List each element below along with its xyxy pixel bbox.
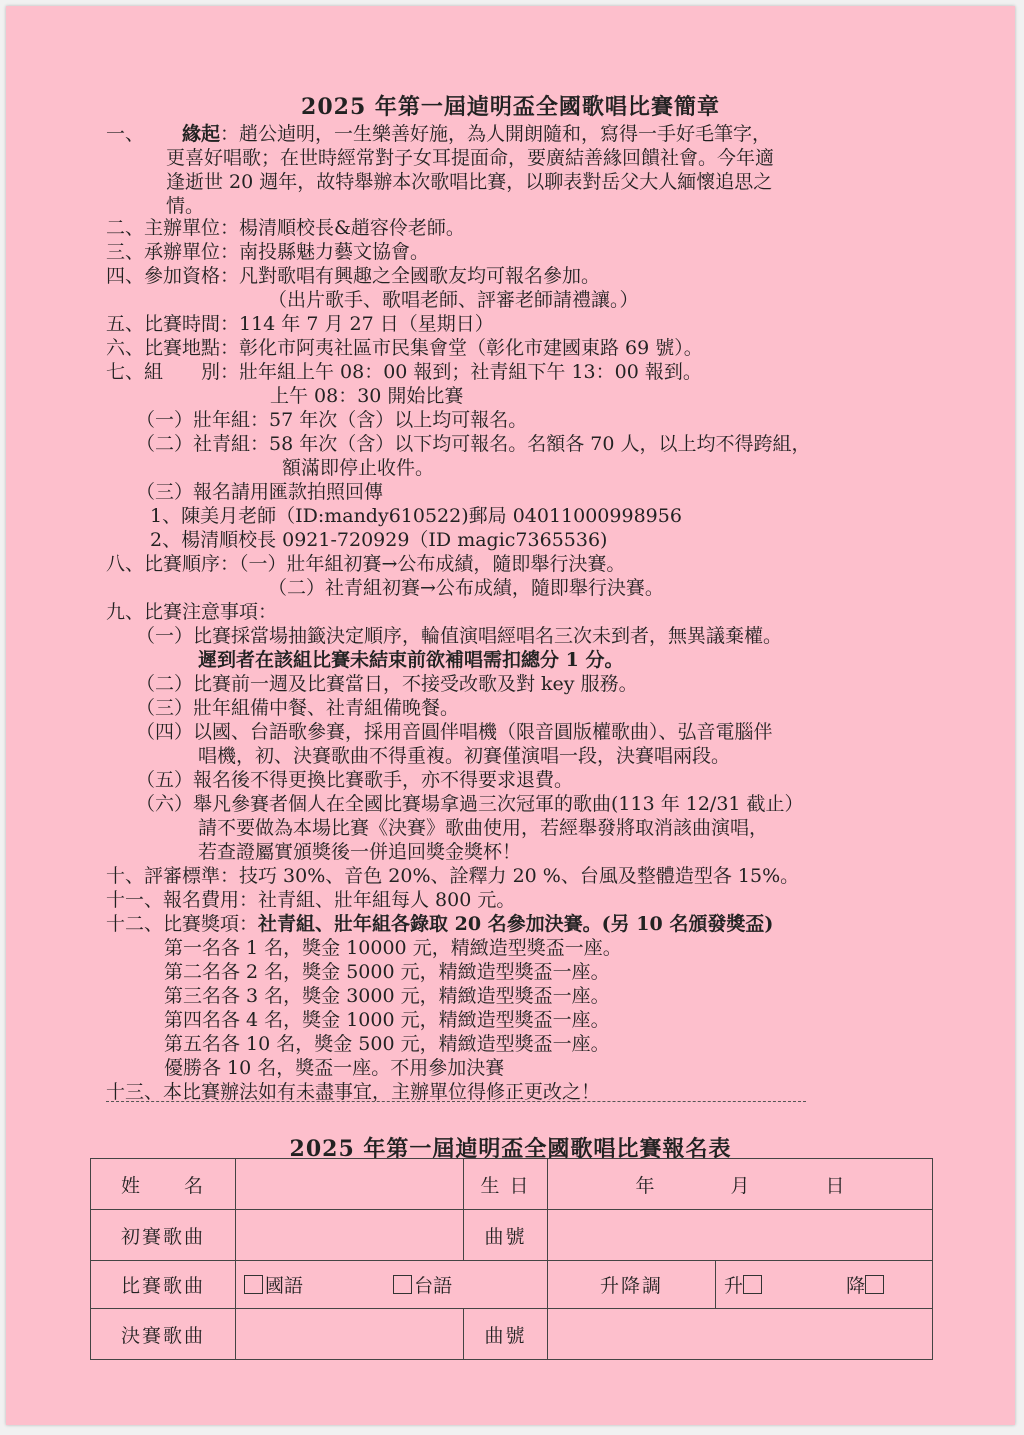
prelim-number-label: 曲號 [464, 1210, 548, 1261]
sharp-label: 升 [724, 1275, 744, 1297]
origin-text-4: 情。 [166, 195, 205, 217]
final-song-field[interactable] [236, 1309, 464, 1360]
origin-text-3: 逢逝世 20 週年，故特舉辦本次歌唱比賽，以聊表對岳父大人緬懷追思之 [166, 171, 773, 193]
section-order: 八、比賽順序：（一）壯年組初賽→公布成績，隨即舉行決賽。 [106, 553, 626, 575]
award-3rd: 第三名各 3 名，獎金 3000 元，精緻造型獎盃一座。 [164, 985, 610, 1007]
note-1-late: 遲到者在該組比賽未結束前欲補唱需扣總分 1 分。 [198, 649, 624, 671]
note-4: （四）以國、台語歌參賽，採用音圓伴唱機（限音圓版權歌曲）、弘音電腦伴 [136, 721, 773, 743]
section-coorganizer: 三、承辦單位：南投縣魅力藝文協會。 [106, 241, 430, 263]
song-language-label: 比賽歌曲 [91, 1261, 236, 1309]
key-change-label: 升降調 [548, 1261, 716, 1309]
flyer-sheet [6, 6, 1015, 1425]
award-1st: 第一名各 1 名，獎金 10000 元，精緻造型獎盃一座。 [164, 937, 622, 959]
page-title: 2025 年第一屆逌明盃全國歌唱比賽簡章 [301, 94, 720, 120]
dob-field[interactable]: 年 月 日 [548, 1159, 933, 1210]
prelim-song-field[interactable] [236, 1210, 464, 1261]
note-2: （二）比賽前一週及比賽當日，不接受改歌及對 key 服務。 [136, 673, 638, 695]
section-organizer: 二、主辦單位：楊清順校長&趙容伶老師。 [106, 217, 465, 239]
note-6-cont-1: 請不要做為本場比賽《決賽》歌曲使用，若經舉發將取消該曲演唱， [198, 817, 769, 839]
order-line-2: （二）社青組初賽→公布成績，隨即舉行決賽。 [268, 577, 664, 599]
prelim-song-label: 初賽歌曲 [91, 1210, 236, 1261]
key-change-options [716, 1261, 933, 1309]
final-number-field[interactable] [548, 1309, 933, 1360]
section-awards [106, 912, 773, 936]
note-3: （三）壯年組備中餐、社青組備晚餐。 [136, 697, 460, 719]
mandarin-checkbox[interactable] [244, 1275, 263, 1294]
origin-text-2: 更喜好唱歌；在世時經常對子女耳提面命，要廣結善緣回饋社會。今年適 [166, 147, 775, 169]
mandarin-label: 國語 [265, 1275, 304, 1297]
awards-highlight: 社青組、壯年組各錄取 20 名參加決賽。(另 10 名頒發獎盃) [258, 913, 774, 935]
note-1: （一）比賽採當場抽籤決定順序，輪值演唱經唱名三次未到者，無異議棄權。 [136, 625, 783, 647]
note-5: （五）報名後不得更換比賽歌手，亦不得要求退費。 [136, 769, 574, 791]
section-fee: 十一、報名費用：社青組、壯年組每人 800 元。 [106, 889, 516, 911]
note-4-cont: 唱機，初、決賽歌曲不得重複。初賽僅演唱一段，決賽唱兩段。 [198, 745, 731, 767]
section-venue: 六、比賽地點：彰化市阿夷社區市民集會堂（彰化市建國東路 69 號）。 [106, 337, 703, 359]
award-4th: 第四名各 4 名，獎金 1000 元，精緻造型獎盃一座。 [164, 1009, 610, 1031]
song-language-options [236, 1261, 548, 1309]
dashed-divider [106, 1101, 806, 1102]
name-field[interactable] [236, 1159, 464, 1210]
prelim-number-field[interactable] [548, 1210, 933, 1261]
awards-lead: 十二、比賽獎項： [106, 913, 259, 935]
group-youth-cont: 額滿即停止收件。 [282, 457, 435, 479]
form-title: 2025 年第一屆逌明盃全國歌唱比賽報名表 [289, 1136, 732, 1162]
award-2nd: 第二名各 2 名，獎金 5000 元，精緻造型獎盃一座。 [164, 961, 610, 983]
group-senior: （一）壯年組：57 年次（含）以上均可報名。 [136, 409, 528, 431]
taiwanese-checkbox[interactable] [393, 1275, 412, 1294]
section-eligibility: 四、參加資格：凡對歌唱有興趣之全國歌友均可報名參加。 [106, 265, 601, 287]
flat-checkbox[interactable] [865, 1275, 884, 1294]
note-6: （六）舉凡參賽者個人在全國比賽場拿過三次冠軍的歌曲(113 年 12/31 截止） [136, 793, 804, 815]
section-time: 五、比賽時間：114 年 7 月 27 日（星期日） [106, 313, 494, 335]
dob-label: 生 日 [464, 1159, 548, 1210]
name-label: 姓 名 [91, 1159, 236, 1210]
section-origin-line-1 [106, 122, 771, 146]
final-number-label: 曲號 [464, 1309, 548, 1360]
sharp-checkbox[interactable] [743, 1275, 762, 1294]
note-6-cont-2: 若查證屬實頒獎後一併追回獎金獎杯！ [198, 841, 522, 863]
section-notes: 九、比賽注意事項： [106, 601, 278, 623]
eligibility-note: （出片歌手、歌唱老師、評審老師請禮讓。） [268, 289, 639, 311]
groups-start-time: 上午 08：30 開始比賽 [270, 385, 464, 407]
taiwanese-label: 台語 [414, 1275, 453, 1297]
section-criteria: 十、評審標準：技巧 30%、音色 20%、詮釋力 20 %、台風及整體造型各 15%。 [106, 865, 800, 887]
section-groups: 七、組 別：壯年組上午 08：00 報到；社青組下午 13：00 報到。 [106, 361, 702, 383]
group-registration: （三）報名請用匯款拍照回傳 [136, 481, 384, 503]
final-song-label: 決賽歌曲 [91, 1309, 236, 1360]
award-honorable: 優勝各 10 名，獎盃一座。不用參加決賽 [164, 1057, 505, 1079]
contact-1: 1、陳美月老師（ID:mandy610522)郵局 04011000998956 [150, 505, 682, 527]
award-5th: 第五名各 10 名，獎金 500 元，精緻造型獎盃一座。 [164, 1033, 610, 1055]
contact-2: 2、楊清順校長 0921-720929（ID magic7365536) [150, 529, 608, 551]
group-youth: （二）社青組：58 年次（含）以下均可報名。名額各 70 人，以上均不得跨組， [136, 433, 811, 455]
origin-label: 緣起 [182, 123, 221, 145]
origin-text-1: ：趙公逌明，一生樂善好施，為人開朗隨和，寫得一手好毛筆字， [220, 123, 772, 145]
registration-form [90, 1158, 933, 1360]
section-misc: 十三、本比賽辦法如有未盡事宜，主辦單位得修正更改之！ [106, 1081, 601, 1103]
origin-number: 一、 [106, 123, 145, 145]
flat-label: 降 [846, 1275, 866, 1297]
